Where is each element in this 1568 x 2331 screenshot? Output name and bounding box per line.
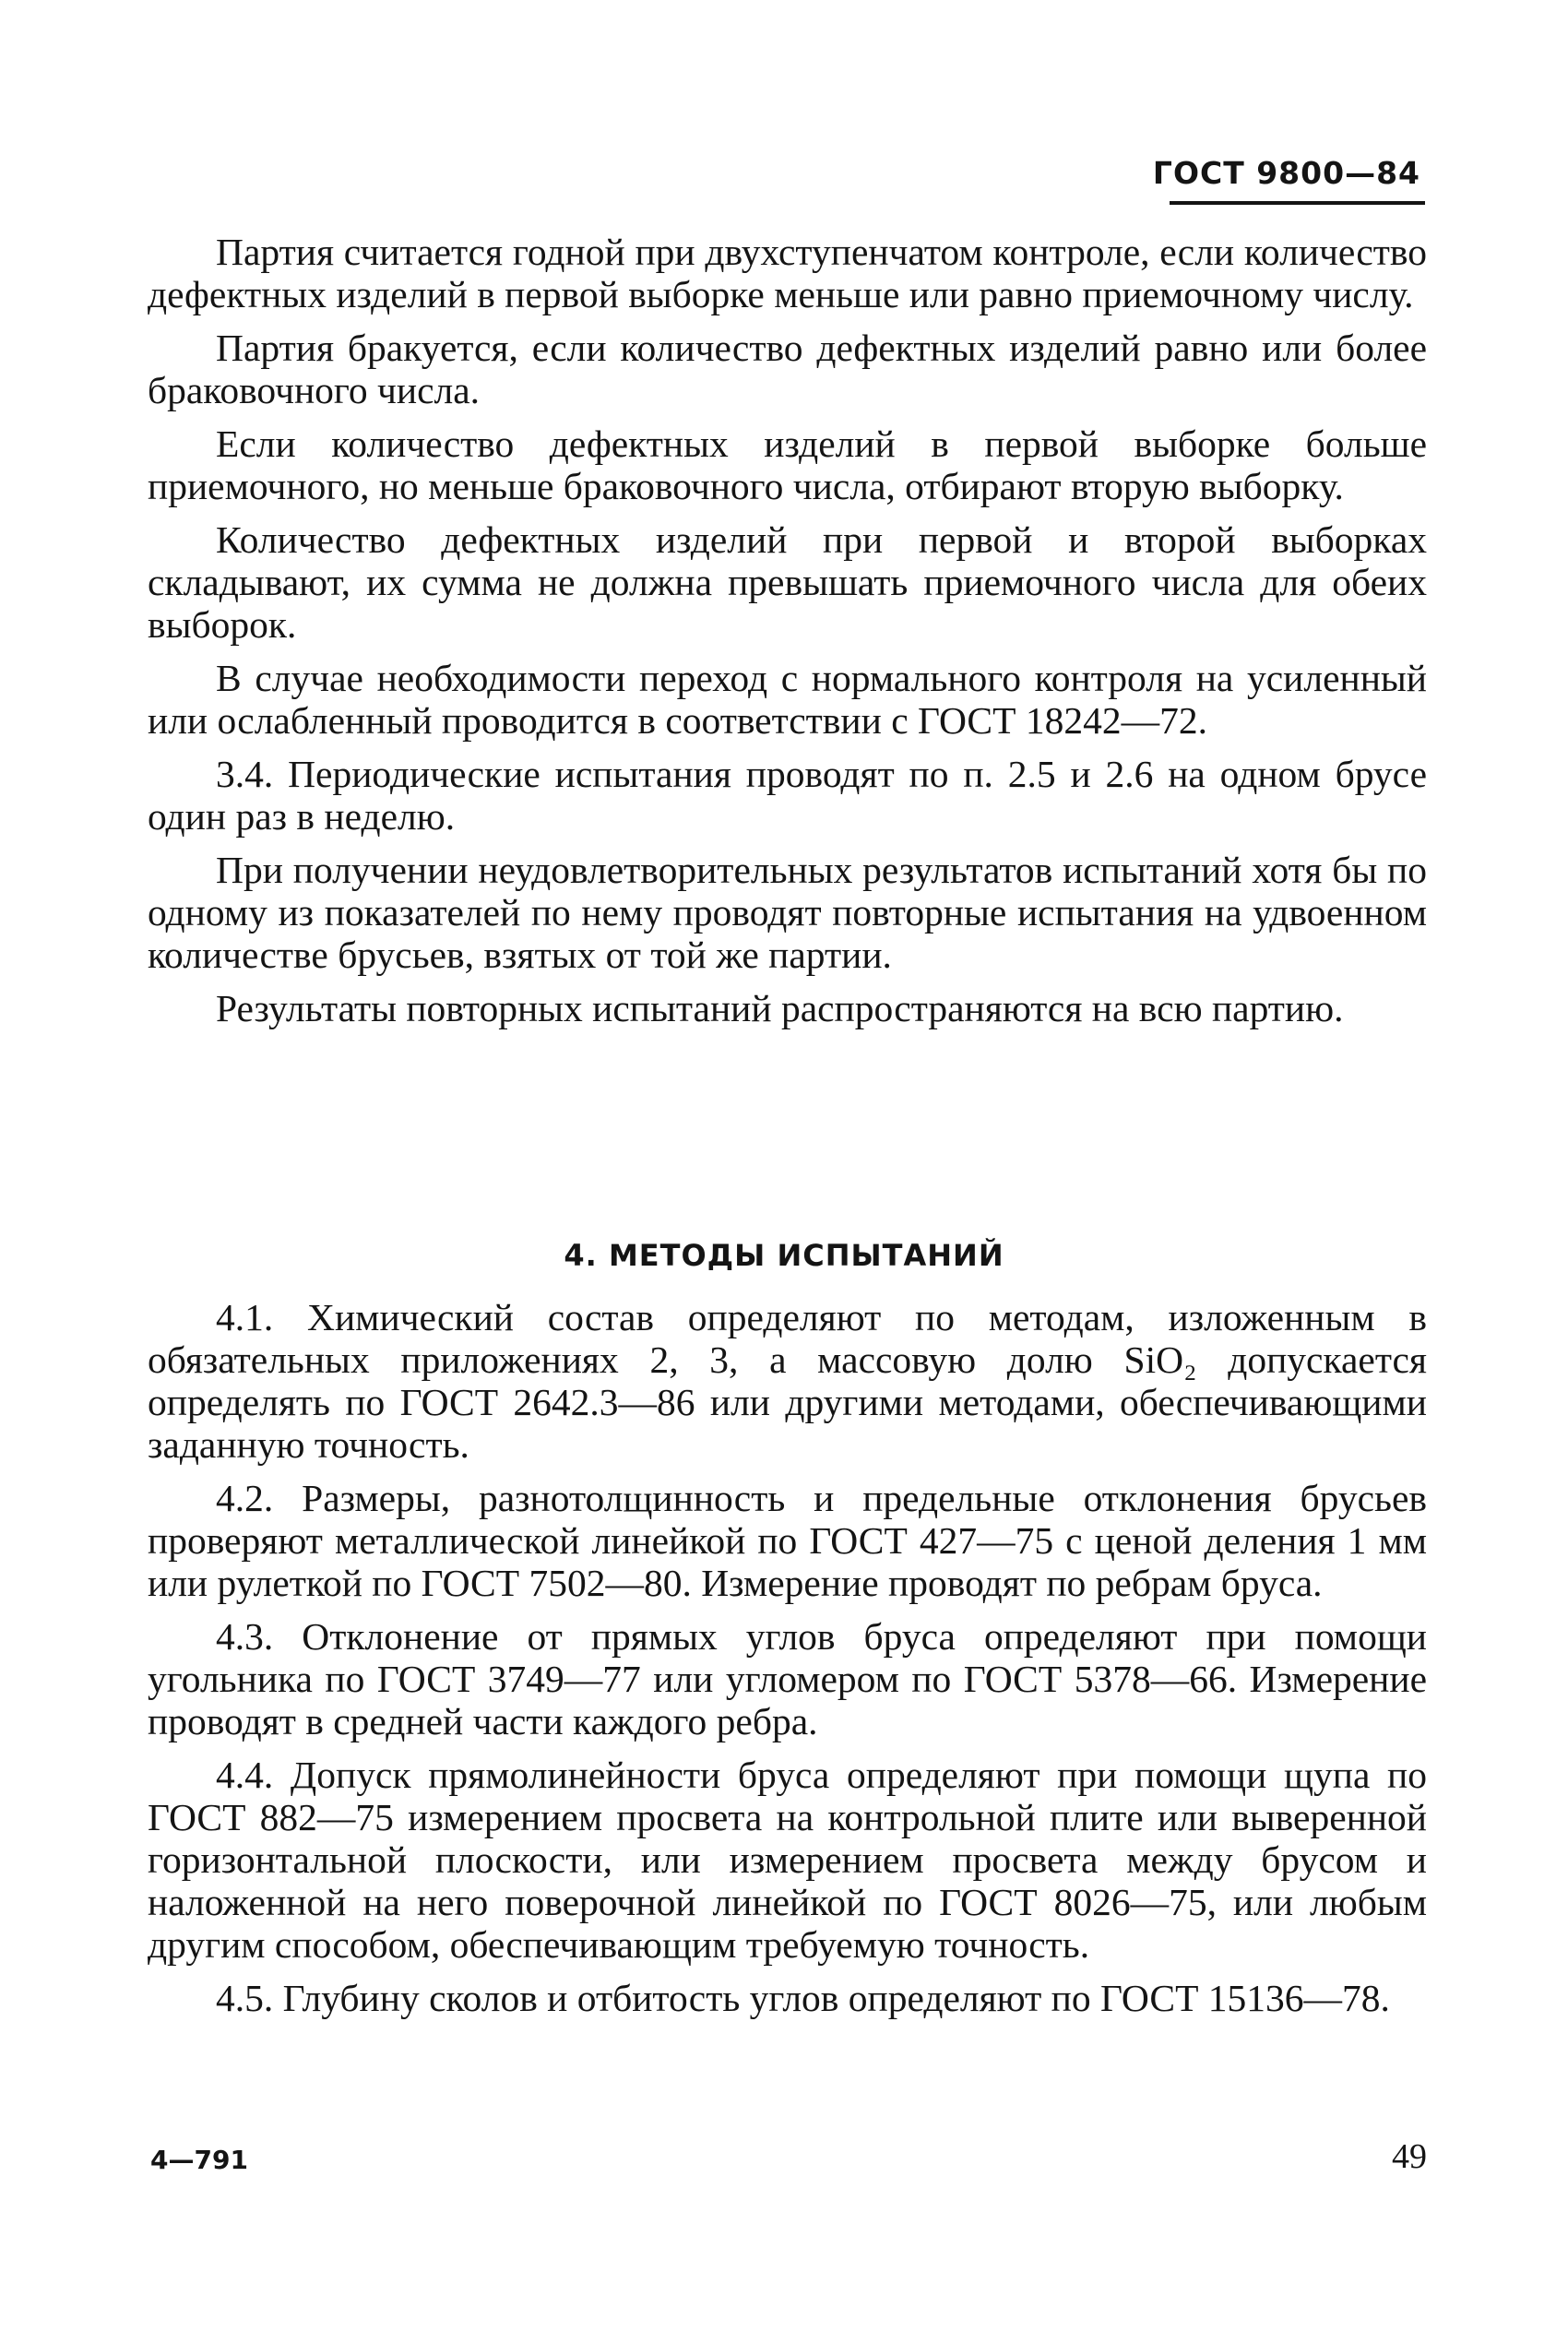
paragraph-4-5-chips: 4.5. Глубину сколов и отбитость углов определяют по ГОСТ 15136—78.: [216, 1977, 1390, 2019]
paragraph-repeat-tests: При получении неудовлетворительных результатов испытаний хотя бы по одному из показателей по нему проводят повторные испытания на удвоенном количестве брусьев, взятых от той же партии.: [148, 849, 1427, 976]
paragraph-4-3-angles: 4.3. Отклонение от прямых углов бруса определяют при помощи угольника по ГОСТ 3749—77 или угломером по ГОСТ 5378—66. Измерение проводят в средней части каждого ребра.: [148, 1615, 1427, 1742]
paragraph-3-4-periodic-tests: 3.4. Периодические испытания проводят по п. 2.5 и 2.6 на одном брусе один раз в неделю.: [148, 753, 1427, 838]
paragraph-control-switch: В случае необходимости переход с нормального контроля на усиленный или ослабленный проводится в соответствии с ГОСТ 18242—72.: [148, 657, 1427, 742]
paragraph-4-1-chemical: 4.1. Химический состав определяют по методам, изложенным в обязательных приложениях 2, 3, а массовую долю SiO₂ допускается определять по ГОСТ 2642.3—86 или другими методами, обеспечивающими заданную точность.: [148, 1296, 1427, 1466]
header-rule: [1170, 201, 1425, 205]
paragraph-sum-defects: Количество дефектных изделий при первой и второй выборках складывают, их сумма не должна превышать приемочного числа для обеих выборок.: [148, 518, 1427, 646]
paragraph-repeat-results: Результаты повторных испытаний распространяются на всю партию.: [216, 987, 1344, 1029]
paragraph-reject: Партия бракуется, если количество дефектных изделий равно или более браковочного числа.: [148, 327, 1427, 411]
standard-code-header: ГОСТ 9800—84: [1152, 155, 1420, 191]
paragraph-4-2-dimensions: 4.2. Размеры, разнотолщинность и предельные отклонения брусьев проверяют металлической линейкой по ГОСТ 427—75 с ценой деления 1 мм или рулеткой по ГОСТ 7502—80. Измерение проводят по ребрам бруса.: [148, 1477, 1427, 1604]
print-order-code: 4—791: [150, 2145, 248, 2175]
section-title-test-methods: 4. МЕТОДЫ ИСПЫТАНИЙ: [564, 1238, 1004, 1273]
text-block-acceptance: [148, 231, 1427, 1041]
paragraph-4-4-straightness: 4.4. Допуск прямолинейности бруса определяют при помощи щупа по ГОСТ 882—75 измерением просвета на контрольной плите или выверенной горизонтальной плоскости, или измерением просвета между брусом и наложенной на него поверочной линейкой по ГОСТ 8026—75, или любым другим способом, обеспечивающим требуемую точность.: [148, 1754, 1427, 1966]
page-number: 49: [1392, 2137, 1427, 2176]
paragraph-two-stage-accept: Партия считается годной при двухступенчатом контроле, если количество дефектных изделий в первой выборке меньше или равно приемочному числу.: [148, 231, 1427, 315]
text-block-test-methods: [148, 1296, 1427, 2030]
paragraph-second-sample: Если количество дефектных изделий в первой выборке больше приемочного, но меньше браковочного числа, отбирают вторую выборку.: [148, 422, 1427, 507]
